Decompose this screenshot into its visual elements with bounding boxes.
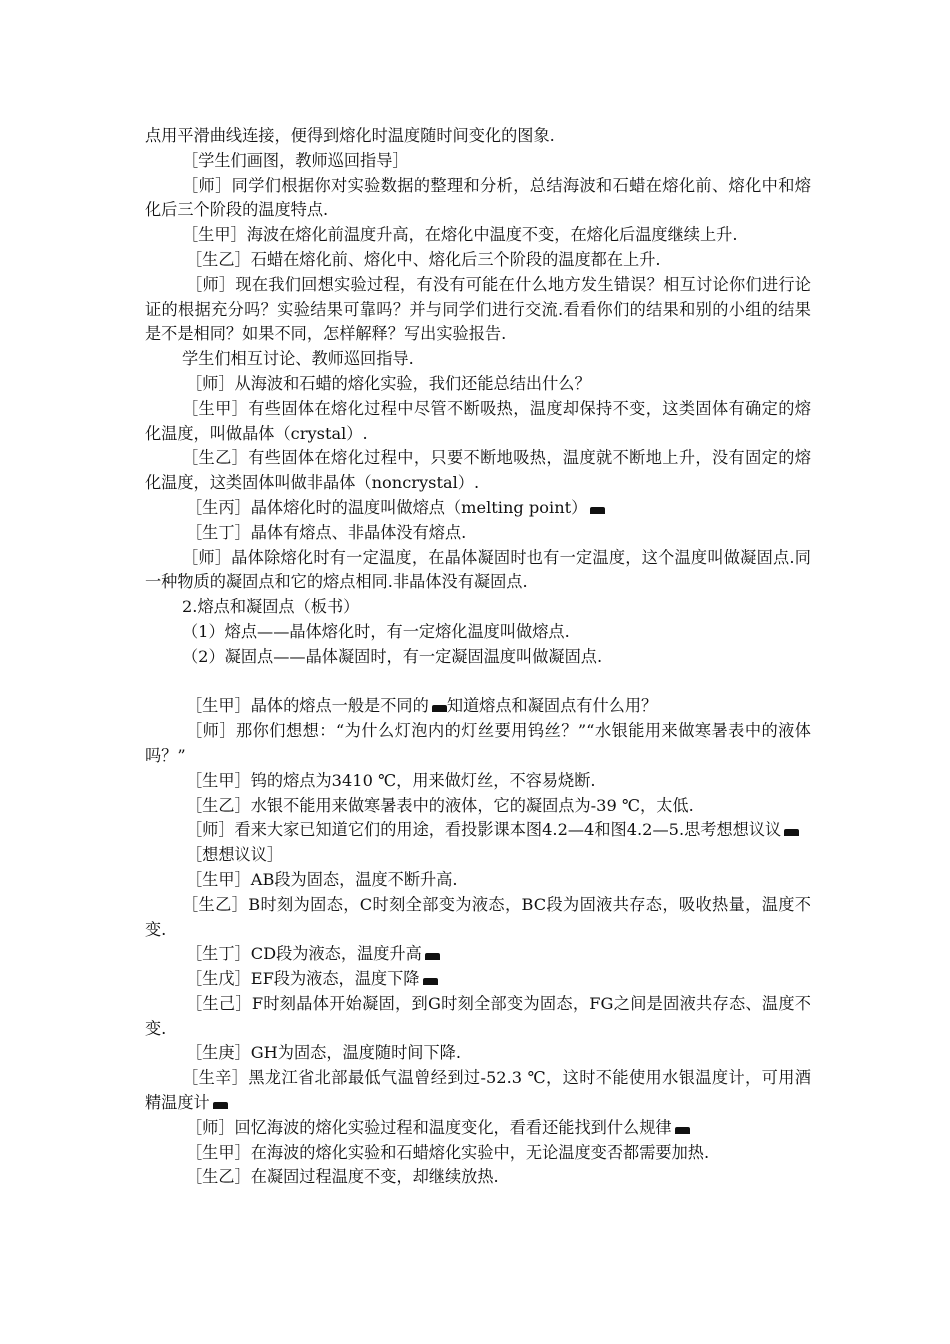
paragraph-student-b-wax: ［生乙］石蜡在熔化前、熔化中、熔化后三个阶段的温度都在上升. — [186, 249, 661, 269]
definition-freezing-point: （2）凝固点——晶体凝固时，有一定凝固温度叫做凝固点. — [182, 646, 603, 666]
paragraph-teacher-pattern — [145, 1116, 811, 1141]
redaction-mark — [590, 507, 605, 514]
paragraph-teacher-question: ［师］从海波和石蜡的熔化实验，我们还能总结出什么？ — [186, 373, 591, 393]
redaction-mark — [784, 829, 799, 836]
lesson-transcript — [145, 124, 811, 1190]
paragraph-ef-segment — [145, 967, 811, 992]
heilongjiang-text: ［生辛］黑龙江省北部最低气温曾经到过-52.3 ℃，这时不能使用水银温度计，可用酒精温度计 — [145, 1068, 811, 1113]
paragraph-teacher-summary: ［师］同学们根据你对实验数据的整理和分析，总结海波和石蜡在熔化前、熔化中和熔化后三个阶段的温度特点. — [145, 175, 811, 220]
paragraph-ab-segment: ［生甲］AB段为固态，温度不断升高. — [186, 869, 458, 889]
melting-point-text: ［生丙］晶体熔化时的温度叫做熔点（melting point） — [186, 497, 588, 517]
paragraph-gh-segment: ［生庚］GH为固态，温度随时间下降. — [186, 1043, 462, 1063]
paragraph-teacher-projection — [145, 818, 811, 843]
paragraph-discussion: 学生们相互讨论、教师巡回指导. — [182, 349, 414, 369]
paragraph-student-drawing: ［学生们画图，教师巡回指导］ — [182, 150, 409, 170]
paragraph-tungsten: ［生甲］钨的熔点为3410 ℃，用来做灯丝，不容易烧断. — [186, 770, 596, 790]
section-heading-melting-freezing: 2.熔点和凝固点（板书） — [182, 597, 360, 617]
paragraph-student-a-hypo: ［生甲］海波在熔化前温度升高，在熔化中温度不变，在熔化后温度继续上升. — [182, 225, 738, 245]
blank-line — [145, 670, 811, 695]
teacher-projection-text: ［师］看来大家已知道它们的用途，看投影课本图4.2—4和图4.2—5.思考想想议议 — [186, 820, 782, 840]
paragraph-heating: ［生甲］在海波的熔化实验和石蜡熔化实验中，无论温度变否都需要加热. — [186, 1142, 710, 1162]
paragraph-freezing-point: ［师］晶体除熔化时有一定温度，在晶体凝固时也有一定温度，这个温度叫做凝固点.同一种物质的凝固点和它的熔点相同.非晶体没有凝固点. — [145, 547, 811, 592]
paragraph-crystal: ［生甲］有些固体在熔化过程中尽管不断吸热，温度却保持不变，这类固体有确定的熔化温度，叫做晶体（crystal）. — [145, 398, 811, 443]
redaction-mark — [423, 978, 438, 985]
paragraph-mercury: ［生乙］水银不能用来做寒暑表中的液体，它的凝固点为-39 ℃，太低. — [186, 795, 694, 815]
paragraph-cd-segment — [145, 942, 811, 967]
redaction-mark — [213, 1102, 228, 1109]
paragraph-think-discuss: ［想想议议］ — [186, 845, 284, 865]
redaction-mark — [425, 953, 440, 960]
redaction-mark — [675, 1127, 690, 1134]
teacher-pattern-text: ［师］回忆海波的熔化实验过程和温度变化，看看还能找到什么规律 — [186, 1117, 672, 1137]
paragraph-melting-point — [145, 496, 811, 521]
paragraph-teacher-tungsten: ［师］那你们想想：“为什么灯泡内的灯丝要用钨丝？”“水银能用来做寒暑表中的液体吗？” — [145, 721, 811, 765]
paragraph-heilongjiang — [145, 1066, 811, 1116]
definition-melting-point: （1）熔点——晶体熔化时，有一定熔化温度叫做熔点. — [182, 621, 570, 641]
ef-segment-text: ［生戊］EF段为液态，温度下降 — [186, 969, 420, 989]
redaction-mark — [432, 705, 447, 712]
melting-point-uses-text: ［生甲］晶体的熔点一般是不同的 — [186, 696, 429, 716]
cd-segment-text: ［生丁］CD段为液态，温度升高 — [186, 944, 422, 964]
paragraph-melting-point-uses — [145, 694, 811, 719]
paragraph-bc-segment: ［生乙］B时刻为固态，C时刻全部变为液态，BC段为固液共存态，吸收热量，温度不变. — [145, 894, 811, 939]
paragraph-crystal-vs-noncrystal: ［生丁］晶体有熔点、非晶体没有熔点. — [186, 522, 467, 542]
paragraph-curve: 点用平滑曲线连接，便得到熔化时温度随时间变化的图象. — [145, 126, 555, 145]
paragraph-teacher-reflection: ［师］现在我们回想实验过程，有没有可能在什么地方发生错误？相互讨论你们进行论证的根据充分吗？实验结果可靠吗？并与同学们进行交流.看看你们的结果和别的小组的结果是不是相同？如果不同，怎样解释？写出实验报告. — [145, 274, 811, 344]
melting-point-uses-tail: 知道熔点和凝固点有什么用？ — [446, 696, 658, 716]
paragraph-releasing-heat: ［生乙］在凝固过程温度不变，却继续放热. — [186, 1167, 499, 1187]
paragraph-fg-segment: ［生己］F时刻晶体开始凝固，到G时刻全部变为固态，FG之间是固液共存态、温度不变. — [145, 993, 811, 1038]
paragraph-noncrystal: ［生乙］有些固体在熔化过程中，只要不断地吸热，温度就不断地上升，没有固定的熔化温度，这类固体叫做非晶体（noncrystal）. — [145, 448, 811, 493]
